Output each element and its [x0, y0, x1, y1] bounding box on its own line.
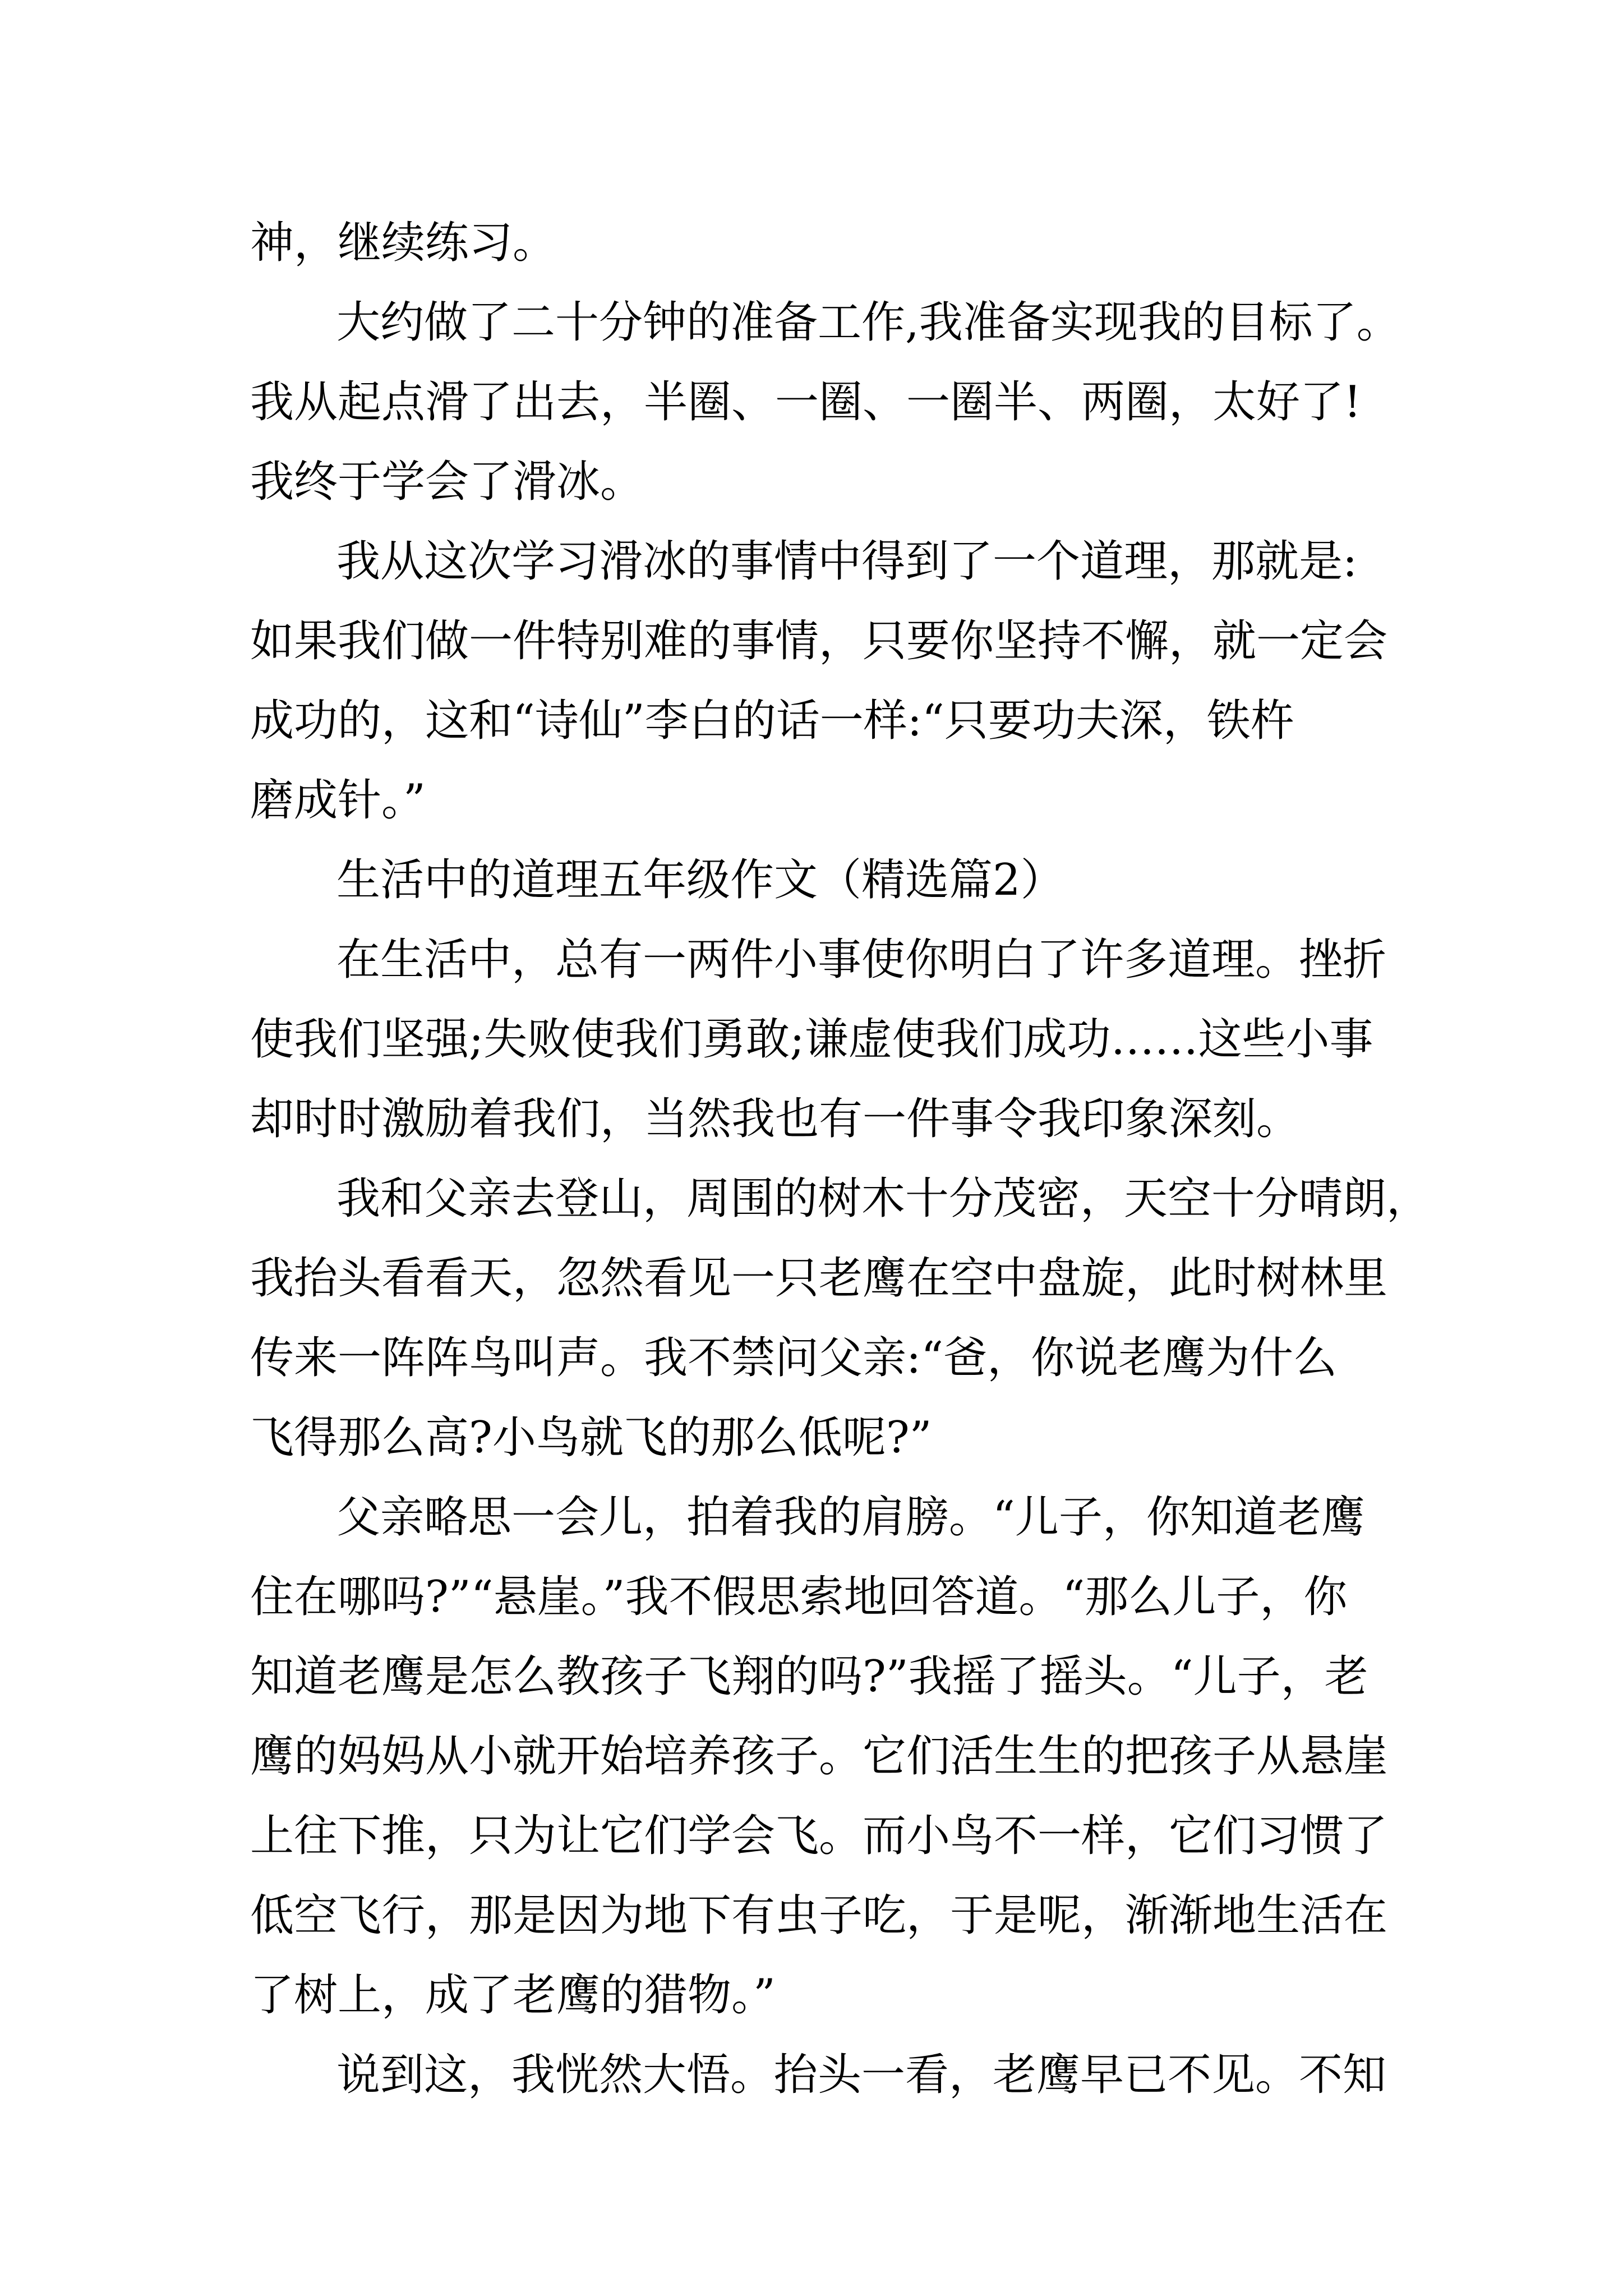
text-line: 上往下推，只为让它们学会飞。而小鸟不一样，它们习惯了: [250, 1811, 1388, 1861]
text-line: 我终于学会了滑冰。: [250, 457, 644, 507]
text-line: 成功的，这和“诗仙”李白的话一样:“只要功夫深，铁杵: [250, 696, 1294, 746]
text-line: 知道老鹰是怎么教孩子飞翔的吗?”我摇了摇头。“儿子，老: [250, 1651, 1368, 1702]
text-line: 说到这，我恍然大悟。抬头一看，老鹰早已不见。不知: [336, 2050, 1387, 2100]
text-line: 传来一阵阵鸟叫声。我不禁问父亲:“爸，你说老鹰为什么: [250, 1333, 1338, 1383]
text-line: 我从这次学习滑冰的事情中得到了一个道理，那就是:: [336, 536, 1358, 587]
text-line: 大约做了二十分钟的准备工作,我准备实现我的目标了。: [336, 297, 1400, 348]
text-line: 住在哪吗?”“悬崖。”我不假思索地回答道。“那么儿子，你: [250, 1572, 1348, 1622]
text-line: 了树上，成了老鹰的猎物。”: [250, 1970, 776, 2021]
text-line: 我从起点滑了出去，半圈、一圈、一圈半、两圈，太好了!: [250, 377, 1362, 427]
text-line: 如果我们做一件特别难的事情，只要你坚持不懈，就一定会: [250, 616, 1388, 666]
text-line: 父亲略思一会儿，拍着我的肩膀。“儿子，你知道老鹰: [336, 1492, 1365, 1543]
text-line: 我和父亲去登山，周围的树木十分茂密，天空十分晴朗，: [336, 1174, 1431, 1224]
text-line: 我抬头看看天，忽然看见一只老鹰在空中盘旋，此时树林里: [250, 1253, 1388, 1304]
text-line: 磨成针。”: [250, 775, 426, 826]
text-line: 鹰的妈妈从小就开始培养孩子。它们活生生的把孩子从悬崖: [250, 1731, 1388, 1782]
text-line: 飞得那么高?小鸟就飞的那么低呢?”: [250, 1412, 932, 1463]
text-line: 在生活中，总有一两件小事使你明白了许多道理。挫折: [336, 935, 1387, 985]
text-line: 使我们坚强;失败使我们勇敢;谦虚使我们成功……这些小事: [250, 1014, 1373, 1065]
section-heading: 生活中的道理五年级作文（精选篇2）: [336, 855, 1064, 905]
text-line: 却时时激励着我们，当然我也有一件事令我印象深刻。: [250, 1094, 1301, 1144]
text-line: 低空飞行，那是因为地下有虫子吃，于是呢，渐渐地生活在: [250, 1890, 1388, 1941]
text-line: 神，继续练习。: [250, 218, 557, 268]
